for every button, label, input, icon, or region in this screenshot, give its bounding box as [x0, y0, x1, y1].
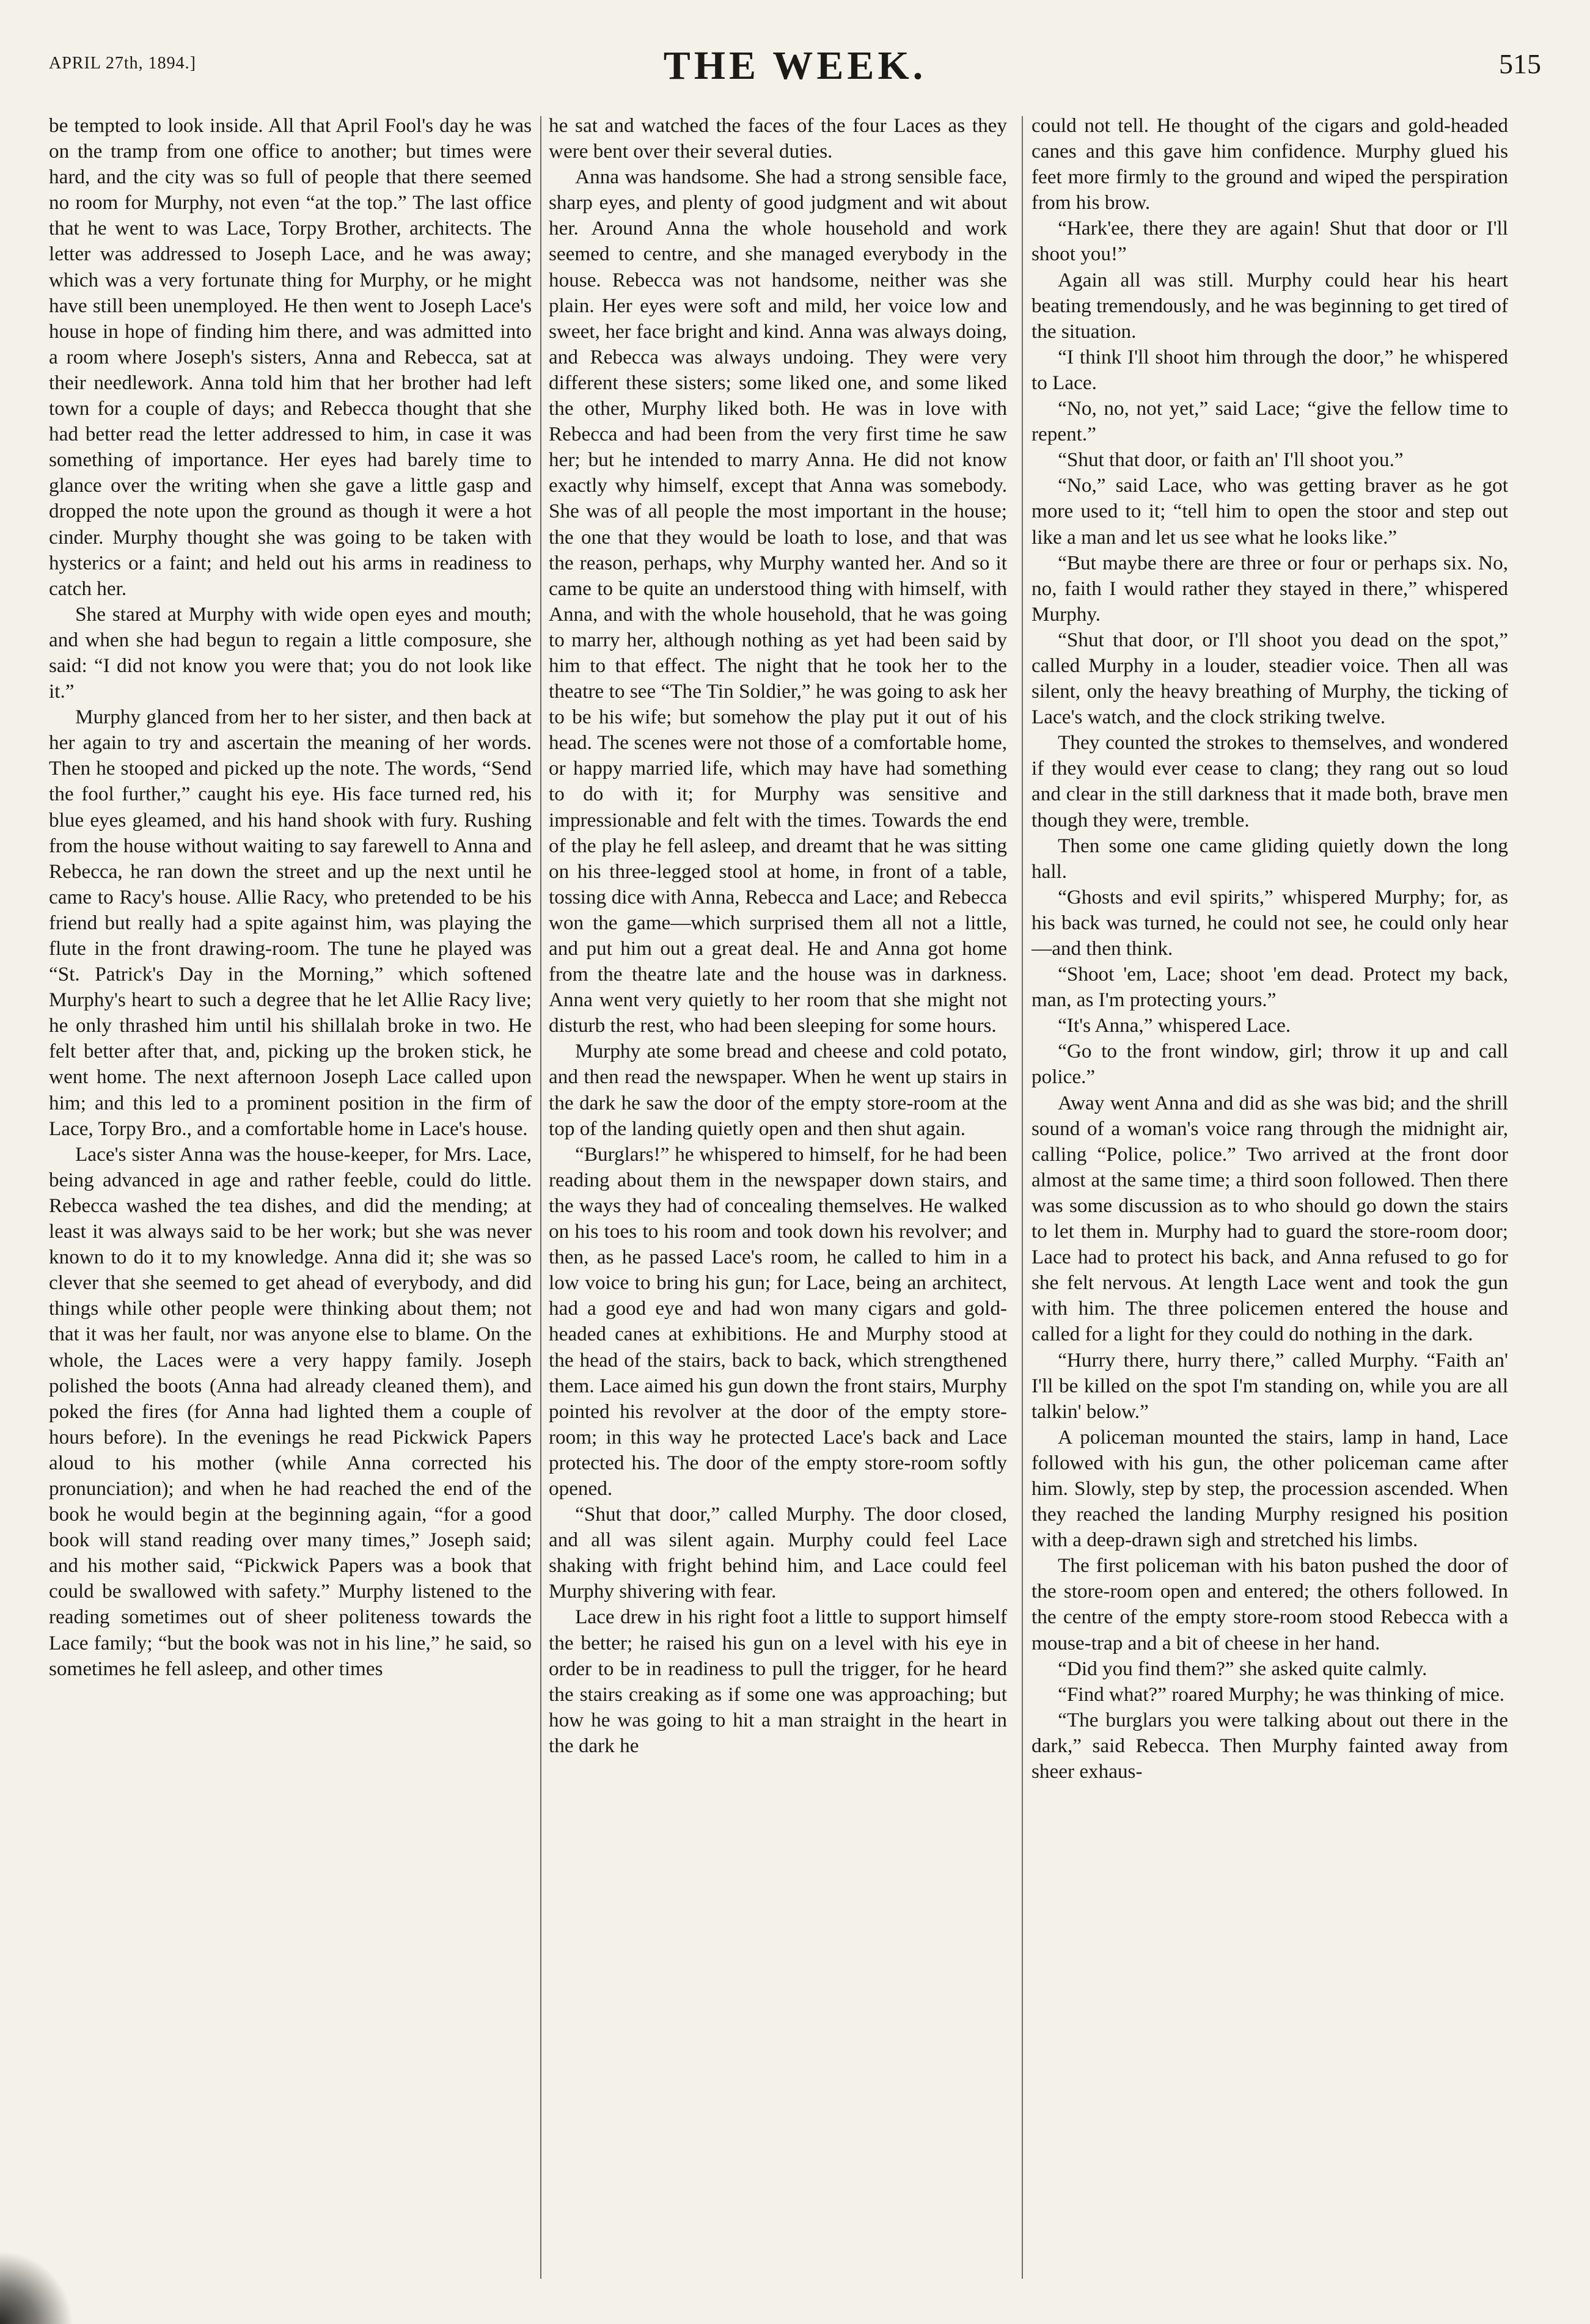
paragraph: he sat and watched the faces of the four Laces as they were bent over their several duties.	[549, 114, 1007, 163]
paragraph: “No, no, not yet,” said Lace; “give the fellow time to repent.”	[1031, 397, 1508, 446]
paragraph: Again all was still. Murphy could hear his heart beating tremendously, and he was beginning to get tired of the situation.	[1031, 268, 1508, 343]
paragraph: “Ghosts and evil spirits,” whispered Murphy; for, as his back was turned, he could not see, he could only hear—and then think.	[1031, 885, 1508, 960]
page-header	[49, 43, 1541, 104]
paragraph: “Hurry there, hurry there,” called Murphy. “Faith an' I'll be killed on the spot I'm standing on, while you are all talkin' below.”	[1031, 1348, 1508, 1423]
paragraph: Murphy glanced from her to her sister, and then back at her again to try and ascertain the meaning of her words. Then he stooped and picked up the note. The words, “Send the fool further,” caught his eye. His face turned red, his blue eyes gleamed, and his hand shook with fury. Rushing from the house without waiting to say farewell to Anna and Rebecca, he ran down the street and up the next until he came to Racy's house. Allie Racy, who pretended to be his friend but really had a spite against him, was playing the flute in the front drawing-room. The tune he played was “St. Patrick's Day in the Morning,” which softened Murphy's heart to such a degree that he let Allie Racy live; he only thrashed him until his shillalah broke in two. He felt better after that, and, picking up the broken stick, he went home. The next afternoon Joseph Lace called upon him; and this led to a prominent position in the firm of Lace, Torpy Bro., and a comfortable home in Lace's house.	[49, 706, 532, 1140]
paragraph: She stared at Murphy with wide open eyes and mouth; and when she had begun to regain a little composure, she said: “I did not know you were that; you do not look like it.”	[49, 602, 532, 703]
paragraph: The first policeman with his baton pushed the door of the store-room open and entered; the others followed. In the centre of the empty store-room stood Rebecca with a mouse-trap and a bit of cheese in her hand.	[1031, 1554, 1508, 1654]
paragraph: Lace's sister Anna was the house-keeper, for Mrs. Lace, being advanced in age and rather feeble, could do little. Rebecca washed the tea dishes, and did the mending; at least it was always said to be her work; but she was never known to do it to my knowledge. Anna did it; she was so clever that she seemed to get ahead of everybody, and did things while other people were thinking about them; not that it was her fault, nor was anyone else to blame. On the whole, the Laces were a very happy family. Joseph polished the boots (Anna had already cleaned them), and poked the fires (for Anna had lighted them a couple of hours before). In the evenings he read Pickwick Papers aloud to his mother (while Anna corrected his pronunciation); and when he had reached the end of the book he would begin at the beginning again, “for a good book will stand reading over many times,” Joseph said; and his mother said, “Pickwick Papers was a book that could be swallowed with safety.” Murphy listened to the reading sometimes out of sheer politeness towards the Lace family; “but the book was not in his line,” he said, so sometimes he fell asleep, and other times	[49, 1142, 532, 1680]
paragraph: Away went Anna and did as she was bid; and the shrill sound of a woman's voice rang through the midnight air, calling “Police, police.” Two arrived at the front door almost at the same time; a third soon followed. Then there was some discussion as to who should go down the stairs to let them in. Murphy had to guard the store-room door; Lace had to protect his back, and Anna refused to go for she felt nervous. At length Lace went and took the gun with him. The three policemen entered the house and called for a light for they could do nothing in the dark.	[1031, 1091, 1508, 1346]
paragraph: “I think I'll shoot him through the door,” he whispered to Lace.	[1031, 345, 1508, 394]
page-number: 515	[1499, 48, 1541, 79]
issue-date: APRIL 27th, 1894.]	[49, 54, 196, 73]
text-column-1	[49, 113, 532, 2288]
paragraph: Lace drew in his right foot a little to support himself the better; he raised his gun on a level with his eye in order to be in readiness to pull the trigger, for he heard the stairs creaking as if some one was approaching; but how he was going to hit a man straight in the heart in the dark he	[549, 1606, 1007, 1757]
paragraph: Then some one came gliding quietly down the long hall.	[1031, 834, 1508, 883]
paragraph: be tempted to look inside. All that April Fool's day he was on the tramp from one office to another; but times were hard, and the city was so full of people that there seemed no room for Murphy, not even “at the top.” The last office that he went to was Lace, Torpy Brother, architects. The letter was addressed to Joseph Lace, and he was away; which was a very fortunate thing for Murphy, or he might have still been unemployed. He then went to Joseph Lace's house in hope of finding him there, and was admitted into a room where Joseph's sisters, Anna and Rebecca, sat at their needlework. Anna told him that her brother had left town for a couple of days; and Rebecca thought that she had better read the letter addressed to him, in case it was something of importance. Her eyes had barely time to glance over the writing when she gave a little gasp and dropped the note upon the ground as though it were a hot cinder. Murphy thought she was going to be taken with hysterics or a faint; and held out his arms in readiness to catch her.	[49, 114, 532, 600]
text-column-3	[1031, 113, 1508, 2288]
paragraph: “No,” said Lace, who was getting braver as he got more used to it; “tell him to open the stoor and step out like a man and let us see what he looks like.”	[1031, 474, 1508, 549]
paragraph: “It's Anna,” whispered Lace.	[1058, 1014, 1291, 1037]
paragraph: “Shut that door,” called Murphy. The door closed, and all was silent again. Murphy could feel Lace shaking with fright behind him, and Lace could feel Murphy shivering with fear.	[549, 1503, 1007, 1603]
paragraph: “But maybe there are three or four or perhaps six. No, no, faith I would rather they stayed in there,” whispered Murphy.	[1031, 551, 1508, 626]
paragraph: “Go to the front window, girl; throw it up and call police.”	[1031, 1040, 1508, 1089]
column-divider	[540, 116, 541, 2279]
paragraph: “Shoot 'em, Lace; shoot 'em dead. Protect my back, man, as I'm protecting yours.”	[1031, 963, 1508, 1012]
column-divider	[1022, 116, 1023, 2279]
paragraph: “Shut that door, or I'll shoot you dead on the spot,” called Murphy in a louder, steadier voice. Then all was silent, only the heavy breathing of Murphy, the ticking of Lace's watch, and the clock striking twelve.	[1031, 628, 1508, 729]
paragraph: A policeman mounted the stairs, lamp in hand, Lace followed with his gun, the other policeman came after him. Slowly, step by step, the procession ascended. When they reached the landing Murphy resigned his position with a deep-drawn sigh and stretched his limbs.	[1031, 1425, 1508, 1552]
paragraph: “Burglars!” he whispered to himself, for he had been reading about them in the newspaper down stairs, and the ways they had of concealing themselves. He walked on his toes to his room and took down his revolver; and then, as he passed Lace's room, he called to him in a low voice to bring his gun; for Lace, being an architect, had a good eye and had won many cigars and gold-headed canes at exhibitions. He and Murphy stood at the head of the stairs, back to back, which strengthened them. Lace aimed his gun down the front stairs, Murphy pointed his revolver at the door of the empty store-room; in this way he protected Lace's back and Lace protected his. The door of the empty store-room softly opened.	[549, 1142, 1007, 1500]
paragraph: “The burglars you were talking about out there in the dark,” said Rebecca. Then Murphy fainted away from sheer exhaus-	[1031, 1708, 1508, 1783]
paragraph: “Did you find them?” she asked quite calmly.	[1058, 1657, 1427, 1680]
paragraph: “Hark'ee, there they are again! Shut that door or I'll shoot you!”	[1031, 217, 1508, 266]
paragraph: They counted the strokes to themselves, and wondered if they would ever cease to clang; they rang out so loud and clear in the still darkness that it made both, brave men though they were, tremble.	[1031, 731, 1508, 831]
text-column-2	[549, 113, 1007, 2288]
paragraph: could not tell. He thought of the cigars and gold-headed canes and this gave him confidence. Murphy glued his feet more firmly to the ground and wiped the perspiration from his brow.	[1031, 114, 1508, 214]
paragraph: “Shut that door, or faith an' I'll shoot you.”	[1058, 448, 1404, 472]
scan-edge-shadow	[0, 2251, 73, 2324]
paragraph: Anna was handsome. She had a strong sensible face, sharp eyes, and plenty of good judgment and wit about her. Around Anna the whole household and work seemed to centre, and she managed everybody in the house. Rebecca was not handsome, neither was she plain. Her eyes were soft and mild, her voice low and sweet, her face bright and kind. Anna was always doing, and Rebecca was always undoing. They were very different these sisters; some liked one, and some liked the other, Murphy liked both. He was in love with Rebecca and had been from the very first time he saw her; but he intended to marry Anna. He did not know exactly why himself, except that Anna was somebody. She was of all people the most important in the house; the one that they would be loath to lose, and that was the reason, perhaps, why Murphy wanted her. And so it came to be quite an understood thing with himself, with Anna, and with the whole household, that he was going to marry her, although nothing as yet had been said by him to that effect. The night that he took her to the theatre to see “The Tin Soldier,” he was going to ask her to be his wife; but somehow the play put it out of his head. The scenes were not those of a comfortable home, or happy married life, which may have had something to do with it; for Murphy was sensitive and impressionable and felt with the times. Towards the end of the play he fell asleep, and dreamt that he was sitting on his three-legged stool at home, in front of a table, tossing dice with Anna, Rebecca and Lace; and Rebecca won the game—which surprised them all not a little, and put him out a great deal. He and Anna got home from the theatre late and the house was in darkness. Anna went very quietly to her room that she might not disturb the rest, who had been sleeping for some hours.	[549, 166, 1007, 1037]
paragraph: “Find what?” roared Murphy; he was thinking of mice.	[1058, 1683, 1505, 1706]
paragraph: Murphy ate some bread and cheese and cold potato, and then read the newspaper. When he went up stairs in the dark he saw the door of the empty store-room at the top of the landing quietly open and then shut again.	[549, 1040, 1007, 1140]
publication-title: THE WEEK.	[663, 43, 927, 88]
